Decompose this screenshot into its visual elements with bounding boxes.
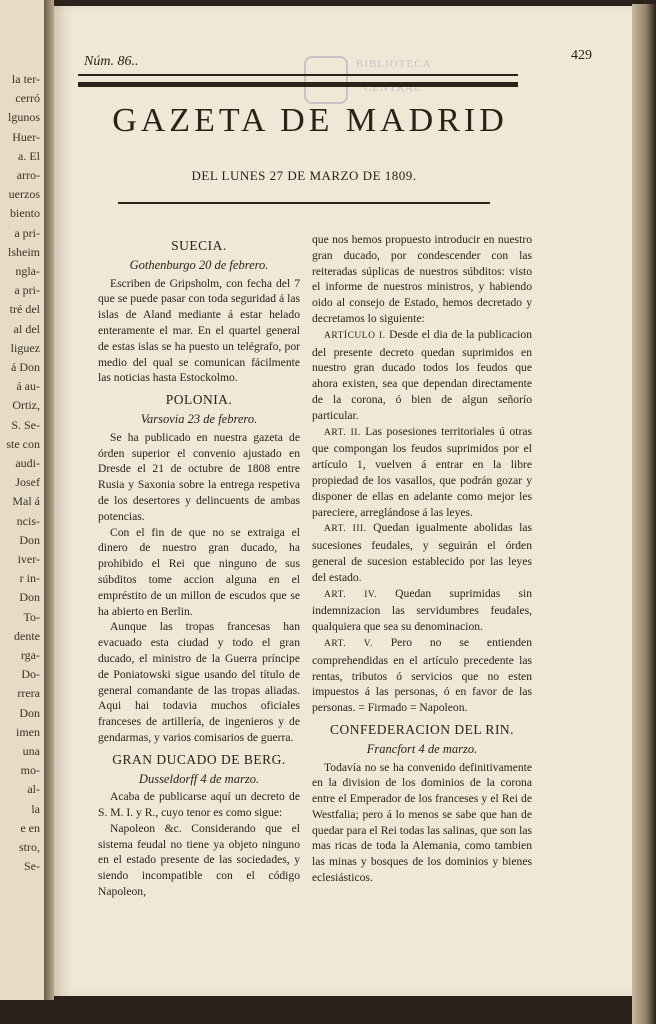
left-page-fragment: ngla-: [15, 264, 40, 278]
left-page-fragment: Don: [19, 590, 40, 605]
left-page-fragment: iver-: [17, 552, 40, 566]
left-page-fragment: Ortiz,: [12, 398, 40, 413]
book-gutter: [44, 0, 54, 1000]
left-page-fragment: a. El: [18, 148, 40, 163]
left-page-fragment: stro,: [19, 840, 40, 854]
left-page-fragment: al del: [13, 321, 40, 336]
left-page-fragment: uerzos: [8, 187, 40, 202]
issue-date: DEL LUNES 27 DE MARZO DE 1809.: [191, 168, 417, 183]
left-page-fragment: mo-: [20, 763, 40, 778]
left-page-edge: [0, 0, 46, 1000]
left-page-fragment: Mal á: [12, 494, 40, 509]
left-page-fragment: biento: [10, 206, 40, 221]
left-page-fragment: una: [22, 744, 40, 758]
dateline-francfort: Francfort 4 de marzo.: [366, 741, 478, 756]
article-label: ART. III.: [324, 524, 367, 535]
left-page-fragment: Se-: [24, 859, 40, 874]
left-page-fragment: Huer-: [12, 129, 40, 144]
left-page-fragment: S. Se-: [11, 417, 40, 432]
article-label: ART. IV.: [324, 589, 377, 600]
section-heading-rin: CONFEDERACION DEL RIN.: [329, 721, 515, 737]
left-page-fragment: e en: [20, 820, 40, 835]
left-page-fragment: audi-: [15, 456, 40, 470]
article-label: ART. II.: [324, 427, 361, 438]
left-page-fragment: Josef: [15, 475, 40, 490]
decree-article-1: [312, 327, 532, 424]
left-page-fragment: al-: [27, 782, 40, 797]
left-page-fragment: lsheim: [8, 244, 40, 259]
right-column: [312, 232, 532, 886]
date-rule: [118, 202, 490, 204]
left-page-fragment: ste con: [6, 436, 40, 451]
left-page-fragment: tré del: [9, 302, 40, 317]
left-page-fragment: To-: [23, 609, 40, 624]
masthead-title: GAZETA DE MADRID: [112, 102, 508, 139]
article-text: Quedan igualmente abolidas las sucesiones feudales, y seguirán el órden general de sucesion establecido por las leyes del estado.: [312, 521, 532, 584]
page-number: 429: [571, 48, 592, 63]
dateline-dusseldorff: Dusseldorff 4 de marzo.: [138, 771, 260, 786]
article-text: Pero no se entienden comprehendidas en el artículo precedente las rentas, tributos ó servicios que no esten impuestos á las personas, ó en favor de las personas. = Firmado = Napoleon.: [312, 635, 532, 715]
left-page-fragment: ncis-: [16, 513, 40, 528]
article-text: Quedan suprimidas sin indemnizacion las servidumbres feudales, qualquiera que sea su denominacion.: [312, 586, 533, 634]
decree-article-3: [312, 520, 532, 585]
left-page-fragment: liguez: [10, 340, 40, 355]
left-page-fragment: Don: [19, 705, 40, 720]
left-page-fragment: Don: [19, 532, 40, 547]
paragraph: Napoleon &c. Considerando que el sistema feudal no tiene ya objeto ninguno en el estado presente de las sociedades, y siendo incompatible con el código Napoleon,: [98, 821, 300, 899]
left-page-fragment: rrera: [17, 686, 40, 701]
left-column: [98, 232, 300, 900]
left-page-fragment: arro-: [16, 168, 40, 182]
paragraph: Con el fin de que no se extraiga el dinero de nuestro gran ducado, ha prohibido el Rei que ninguno de sus súbditos tome accion alguna en el empréstito de un millon de escudos que se ha abierto en Berlin.: [98, 525, 300, 618]
paragraph: Escriben de Gripsholm, con fecha del 7 que se puede pasar con toda seguridad á las islas de Aland mediante á estar helado enteramente el mar. En el quartel general de estas islas se ha puesto un telégrafo, por medio del qual se comunican fácilmente las noticias hasta Estockolmo.: [98, 276, 300, 385]
left-page-fragment: á Don: [11, 360, 40, 374]
paragraph: Acaba de publicarse aquí un decreto de S. M. I. y R., cuyo tenor es como sigue:: [98, 790, 300, 820]
article-label: ARTÍCULO I.: [324, 330, 386, 341]
decree-article-5: [312, 635, 532, 716]
left-page-fragment: Do-: [21, 667, 40, 682]
newspaper-page: [54, 6, 632, 996]
left-page-fragment: dente: [14, 628, 40, 643]
section-heading-suecia: SUECIA.: [171, 238, 227, 253]
left-page-fragment: rga-: [20, 648, 40, 662]
header-rule: [78, 74, 518, 87]
decree-article-4: [312, 586, 532, 635]
paragraph: que nos hemos propuesto introducir en nuestro gran ducado, por condescender con las reiteradas súplicas de nuestros súbditos: visto el informe de nuestros ministros, y habiendo oido al consejo de Estado, hemos decretado y decretamos lo siguiente:: [312, 233, 532, 325]
left-page-fragment: lgunos: [7, 110, 40, 125]
issue-number: Núm. 86..: [84, 54, 139, 69]
stamp-line-2: CENTRAL: [364, 82, 422, 94]
left-page-fragment: la: [31, 801, 40, 816]
stamp-line-1: BIBLIOTECA: [356, 58, 432, 70]
paragraph: Todavía no se ha convenido definitivamente en la division de los dominios de la corona entre el Emperador de los franceses y el Rei de Westfalia; pero á lo menos se sabe que han de quedar para el Rei todas las salinas, que son las mas ricas de toda la Alemania, como tambien las minas y bosques de los dominios y bienes eclesiásticos.: [312, 760, 532, 885]
left-page-fragment: r in-: [19, 571, 40, 586]
article-text: Desde el dia de la publicacion del presente decreto quedan suprimidos en nuestro gran ducado todos los feudos que ahora existen, sea que dependan directamente de la corona, ó bien de algun señorío particular.: [312, 327, 532, 422]
article-label: ART. V.: [324, 638, 373, 649]
paragraph: Aunque las tropas francesas han evacuado esta ciudad y todo el gran ducado, el ministro de la Guerra príncipe de Poniatowski sigue usando del título de general comandante de las tropas aliadas. Aqui hai todavia muchos oficiales franceses de artillería, de ingenieros y de gendarmas, y varios comisarios de guerra.: [98, 620, 300, 744]
page-edge-shadow: [632, 4, 656, 1024]
decree-article-2: [312, 424, 532, 521]
dateline-varsovia: Varsovia 23 de febrero.: [140, 411, 258, 426]
left-page-fragment: á au-: [16, 379, 40, 394]
article-text: Las posesiones territoriales ú otras que compongan los feudos suprimidos por el artículo 1, vuelven á entrar en la libre propiedad de los vasallos, que podrán gozar y disponer de ellas en adelante como mejor les pareciere, arreglándose á las leyes.: [312, 424, 532, 519]
section-heading-berg: GRAN DUCADO DE BERG.: [112, 751, 286, 767]
section-heading-polonia: POLONIA.: [165, 392, 233, 408]
left-page-fragment: la ter-: [11, 72, 40, 86]
left-page-fragment: a pri-: [14, 225, 40, 240]
left-page-fragment: imen: [16, 724, 40, 739]
left-page-fragment: a pri-: [14, 283, 40, 298]
paragraph: Se ha publicado en nuestra gazeta de órden superior el convenio ajustado en Dresde el 21 de octubre de 1808 entre Rusia y Saxonia sobre la entrega respetiva de los desertores y delincuents de ambas potencias.: [98, 430, 300, 523]
left-page-fragment: cerró: [15, 91, 40, 106]
dateline-gothenburgo: Gothenburgo 20 de febrero.: [129, 257, 269, 272]
